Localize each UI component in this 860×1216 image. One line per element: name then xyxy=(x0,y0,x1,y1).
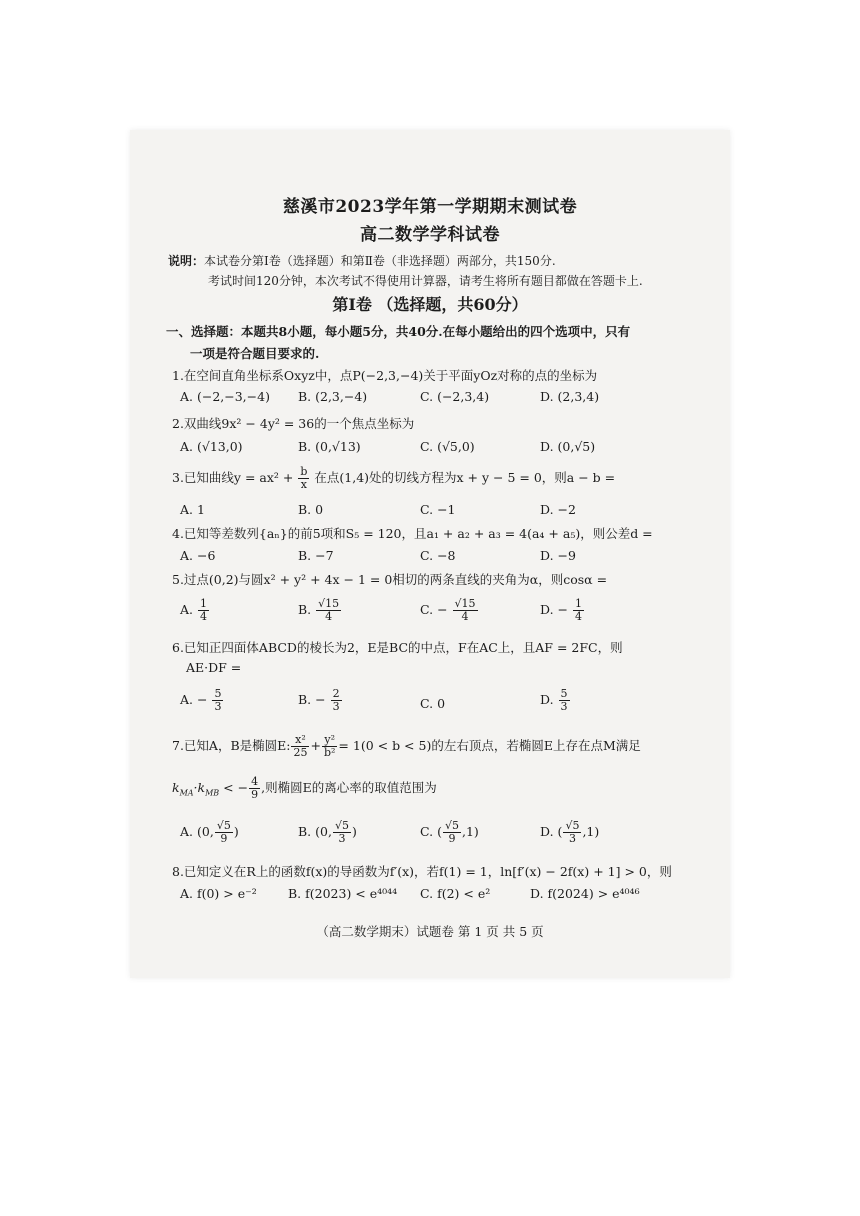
q7-text-1a: 7.已知A，B是椭圆E: xyxy=(172,738,291,753)
instructions-line-1 xyxy=(168,252,556,269)
q5-option-c-sign: − xyxy=(437,602,448,617)
q5-option-c xyxy=(420,598,479,623)
q5-option-d-label: D. xyxy=(540,602,554,617)
q7-option-a-frac xyxy=(215,820,233,845)
section-heading-line-1: 一、选择题：本题共8小题，每小题5分，共40分.在每小题给出的四个选项中，只有 xyxy=(166,324,631,339)
q7-k1: k xyxy=(172,780,180,795)
q3-option-d: D. −2 xyxy=(540,502,576,517)
question-6-line-2: AE·DF = xyxy=(186,660,242,675)
q2-option-b: B. (0,√13) xyxy=(298,439,361,454)
q4-option-c: C. −8 xyxy=(420,548,456,563)
q7-option-b-num: √5 xyxy=(334,819,349,832)
q5-option-a xyxy=(180,598,210,623)
q2-option-a: A. (√13,0) xyxy=(180,439,243,454)
q5-option-c-label: C. xyxy=(420,602,434,617)
q7-option-a-pre: (0, xyxy=(197,824,214,839)
q5-option-a-num: 1 xyxy=(200,597,207,610)
q7-option-d-pre: ( xyxy=(557,824,563,839)
q5-option-a-den: 4 xyxy=(200,610,207,623)
q7-fx-num: x² xyxy=(291,734,309,747)
q6-option-b-sign: − xyxy=(315,692,326,707)
q3-option-c: C. −1 xyxy=(420,502,456,517)
q6-option-d-num: 5 xyxy=(560,687,568,700)
exam-subtitle: 高二数学学科试卷 xyxy=(360,225,500,245)
q6-option-a-label: A. xyxy=(180,692,194,707)
q3-text-b: 在点(1,4)处的切线方程为x + y − 5 = 0，则a − b = xyxy=(314,470,616,485)
q6-option-b-den: 3 xyxy=(332,700,340,713)
exam-title: 慈溪市2023学年第一学期期末测试卷 xyxy=(282,197,578,217)
q3-text-a: 3.已知曲线y = ax² + xyxy=(172,470,294,485)
q5-option-a-label: A. xyxy=(180,602,194,617)
q8-option-c: C. f(2) < e² xyxy=(420,886,491,901)
q1-option-d: D. (2,3,4) xyxy=(540,389,600,404)
q7-option-a-label: A. xyxy=(180,824,194,839)
q6-option-d xyxy=(540,688,571,713)
q8-option-a: A. f(0) > e⁻² xyxy=(180,886,257,901)
q7-fraction-y xyxy=(322,734,337,759)
q3-fraction-den: x xyxy=(300,478,307,491)
q7-option-b-pre: (0, xyxy=(315,824,332,839)
q7-option-a-post: ) xyxy=(233,824,239,839)
q7-k2: ·k xyxy=(193,780,206,795)
q5-option-b-frac xyxy=(316,598,341,623)
q7-option-d-den: 3 xyxy=(568,832,576,845)
q7-option-d-label: D. xyxy=(540,824,554,839)
q4-option-a: A. −6 xyxy=(180,548,216,563)
q5-option-b-label: B. xyxy=(298,602,312,617)
q5-option-c-num: √15 xyxy=(454,597,476,610)
q6-option-a-sign: − xyxy=(197,692,208,707)
section-heading-line-2: 一项是符合题目要求的. xyxy=(190,346,320,361)
q6-option-b-label: B. xyxy=(298,692,312,707)
q1-option-b: B. (2,3,−4) xyxy=(298,389,368,404)
q1-option-a: A. (−2,−3,−4) xyxy=(180,389,270,404)
q2-option-c: C. (√5,0) xyxy=(420,439,475,454)
q6-option-d-label: D. xyxy=(540,692,554,707)
q5-option-b xyxy=(298,598,342,623)
page-footer: （高二数学期末）试题卷 第 1 页 共 5 页 xyxy=(316,924,544,939)
q7-fraction-bound xyxy=(249,776,260,801)
q7-sub-ma: MA xyxy=(179,788,194,798)
exam-page xyxy=(130,130,730,978)
question-3 xyxy=(172,466,615,491)
q7-sub-mb: MB xyxy=(205,788,220,798)
q7-option-c-label: C. xyxy=(420,824,434,839)
q7-option-c-frac xyxy=(443,820,461,845)
q7-option-c xyxy=(420,820,479,845)
q5-option-d-frac xyxy=(573,598,584,623)
q7-option-a xyxy=(180,820,239,845)
q7-option-a-den: 9 xyxy=(220,832,228,845)
question-5: 5.过点(0,2)与圆x² + y² + 4x − 1 = 0相切的两条直线的夹角为α，则cosα = xyxy=(172,572,608,587)
q7-text-2b: ,则椭圆E的离心率的取值范围为 xyxy=(261,780,437,795)
q8-option-d: D. f(2024) > e⁴⁰⁴⁶ xyxy=(530,886,640,901)
q7-option-c-num: √5 xyxy=(444,819,459,832)
q7-lt: < − xyxy=(219,780,249,795)
question-6-line-1: 6.已知正四面体ABCD的棱长为2，E是BC的中点，F在AC上，且AF = 2FC，则 xyxy=(172,640,623,655)
q7-option-d-post: ,1) xyxy=(582,824,600,839)
instructions-line-2: 考试时间120分钟，本次考试不得使用计算器，请考生将所有题目都做在答题卡上. xyxy=(208,274,643,288)
q3-option-a: A. 1 xyxy=(180,502,205,517)
q7-option-d xyxy=(540,820,599,845)
question-8: 8.已知定义在R上的函数f(x)的导函数为f′(x)，若f(1) = 1，ln[f′(x) − 2f(x) + 1] > 0，则 xyxy=(172,864,672,879)
q2-option-d: D. (0,√5) xyxy=(540,439,596,454)
q6-option-a-frac xyxy=(212,688,223,713)
q7-option-c-post: ,1) xyxy=(461,824,479,839)
q7-option-b-frac xyxy=(333,820,351,845)
q7-option-b xyxy=(298,820,357,845)
q6-option-b xyxy=(298,688,343,713)
q7-fy-num: y² xyxy=(322,734,337,747)
q7-option-d-frac xyxy=(563,820,581,845)
q7-option-c-den: 9 xyxy=(448,832,456,845)
instructions-label: 说明： xyxy=(168,254,205,268)
section-title: 第Ⅰ卷 （选择题，共60分） xyxy=(332,295,528,314)
q5-option-b-num: √15 xyxy=(318,597,340,610)
q5-option-d xyxy=(540,598,585,623)
q7-fraction-x xyxy=(291,734,309,759)
q4-option-d: D. −9 xyxy=(540,548,576,563)
q7-option-c-pre: ( xyxy=(437,824,442,839)
q7-option-d-num: √5 xyxy=(565,819,580,832)
q6-option-d-den: 3 xyxy=(560,700,568,713)
question-7-line-2 xyxy=(172,776,437,801)
q6-option-a-num: 5 xyxy=(214,687,222,700)
q7-text-1b: = 1(0 < b < 5)的左右顶点，若椭圆E上存在点M满足 xyxy=(338,738,641,753)
q5-option-d-den: 4 xyxy=(575,610,583,623)
question-2: 2.双曲线9x² − 4y² = 36的一个焦点坐标为 xyxy=(172,416,415,431)
q5-option-a-frac xyxy=(198,598,209,623)
question-4: 4.已知等差数列{aₙ}的前5项和S₅ = 120，且a₁ + a₂ + a₃ = 4(a₄ + a₅)，则公差d = xyxy=(172,526,653,541)
q8-option-b: B. f(2023) < e⁴⁰⁴⁴ xyxy=(288,886,398,901)
q6-option-c-label: C. xyxy=(420,696,434,711)
q6-option-a-den: 3 xyxy=(214,700,222,713)
q6-option-a xyxy=(180,688,224,713)
q6-option-c xyxy=(420,696,445,711)
q7-option-a-num: √5 xyxy=(216,819,231,832)
q6-option-d-frac xyxy=(559,688,570,713)
question-7-line-1 xyxy=(172,734,641,759)
q3-fraction xyxy=(298,466,309,491)
q7-fy-den: b² xyxy=(323,746,336,759)
q7-option-b-post: ) xyxy=(351,824,357,839)
q7-f2-num: 4 xyxy=(251,775,259,788)
q5-option-d-sign: − xyxy=(557,602,569,617)
q7-fx-den: 25 xyxy=(293,746,308,759)
q6-option-c-value: 0 xyxy=(437,696,446,711)
q5-option-c-den: 4 xyxy=(461,610,469,623)
q3-fraction-num: b xyxy=(300,465,308,478)
q6-option-b-num: 2 xyxy=(332,687,340,700)
q3-option-b: B. 0 xyxy=(298,502,324,517)
q5-option-b-den: 4 xyxy=(325,610,333,623)
q5-option-d-num: 1 xyxy=(575,597,583,610)
q6-option-b-frac xyxy=(331,688,342,713)
q4-option-b: B. −7 xyxy=(298,548,334,563)
q7-f2-den: 9 xyxy=(251,788,259,801)
q5-option-c-frac xyxy=(453,598,478,623)
q1-option-c: C. (−2,3,4) xyxy=(420,389,490,404)
q7-option-b-den: 3 xyxy=(338,832,346,845)
q7-plus: + xyxy=(310,738,321,753)
q7-option-b-label: B. xyxy=(298,824,312,839)
instructions-text-1: 本试卷分第Ⅰ卷（选择题）和第Ⅱ卷（非选择题）两部分，共150分. xyxy=(204,254,556,268)
question-1: 1.在空间直角坐标系Oxyz中，点P(−2,3,−4)关于平面yOz对称的点的坐标为 xyxy=(172,368,598,383)
